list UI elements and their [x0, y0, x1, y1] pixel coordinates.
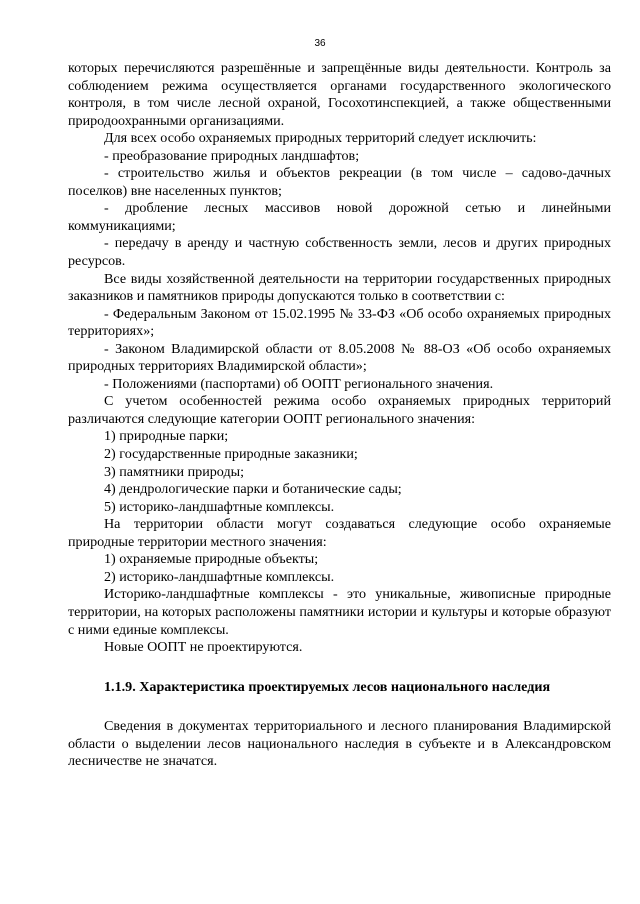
section-heading: 1.1.9. Характеристика проектируемых лесов национального наследия — [104, 678, 551, 695]
paragraph: С учетом особенностей режима особо охраняемых природных территорий различаются следующие категории ООПТ регионального значения: — [68, 393, 611, 427]
list-item: 5) историко-ландшафтные комплексы. — [104, 498, 335, 515]
paragraph: Все виды хозяйственной деятельности на территории государственных природных заказников и памятников природы допускаются только в соответствии с: — [68, 270, 611, 305]
document-body — [68, 60, 611, 771]
page-number: 36 — [314, 38, 326, 49]
paragraph: - Законом Владимирской области от 8.05.2008 № 88-ОЗ «Об особо охраняемых природных территориях Владимирской области»; — [68, 340, 611, 375]
list-item: 1) охраняемые природные объекты; — [104, 551, 319, 568]
paragraph: На территории области могут создаваться следующие особо охраняемые природные территории местного значения: — [68, 516, 611, 550]
list-item: 4) дендрологические парки и ботанические сады; — [104, 481, 402, 498]
paragraph: - Федеральным Законом от 15.02.1995 № 33-ФЗ «Об особо охраняемых природных территориях»; — [68, 305, 611, 340]
list-item: 2) историко-ландшафтные комплексы. — [104, 568, 335, 585]
paragraph: - строительство жилья и объектов рекреации (в том числе – садово-дачных поселков) вне населенных пунктов; — [68, 165, 611, 199]
paragraph: Историко-ландшафтные комплексы - это уникальные, живописные природные территории, на которых расположены памятники истории и культуры и которые образуют с ними единые комплексы. — [68, 586, 611, 638]
list-item: 2) государственные природные заказники; — [104, 446, 358, 463]
paragraph: которых перечисляются разрешённые и запрещённые виды деятельности. Контроль за соблюдением режима осуществляется органами государственного экологического контроля, в том числе лесной охраной, Госохотинспекцией, а также общественными природоохранными организациями. — [68, 60, 611, 129]
list-item: 1) природные парки; — [104, 428, 229, 445]
paragraph: - передачу в аренду и частную собственность земли, лесов и других природных ресурсов. — [68, 235, 611, 270]
paragraph: - дробление лесных массивов новой дорожной сетью и линейными коммуникациями; — [68, 200, 611, 234]
paragraph: Новые ООПТ не проектируются. — [104, 639, 303, 656]
paragraph: - Положениями (паспортами) об ООПТ регионального значения. — [104, 375, 494, 392]
paragraph: Сведения в документах территориального и лесного планирования Владимирской области о выделении лесов национального наследия в субъекте и в Александровском лесничестве не значатся. — [68, 718, 611, 770]
list-item: 3) памятники природы; — [104, 463, 244, 480]
paragraph: - преобразование природных ландшафтов; — [104, 147, 360, 164]
paragraph: Для всех особо охраняемых природных территорий следует исключить: — [104, 130, 537, 147]
